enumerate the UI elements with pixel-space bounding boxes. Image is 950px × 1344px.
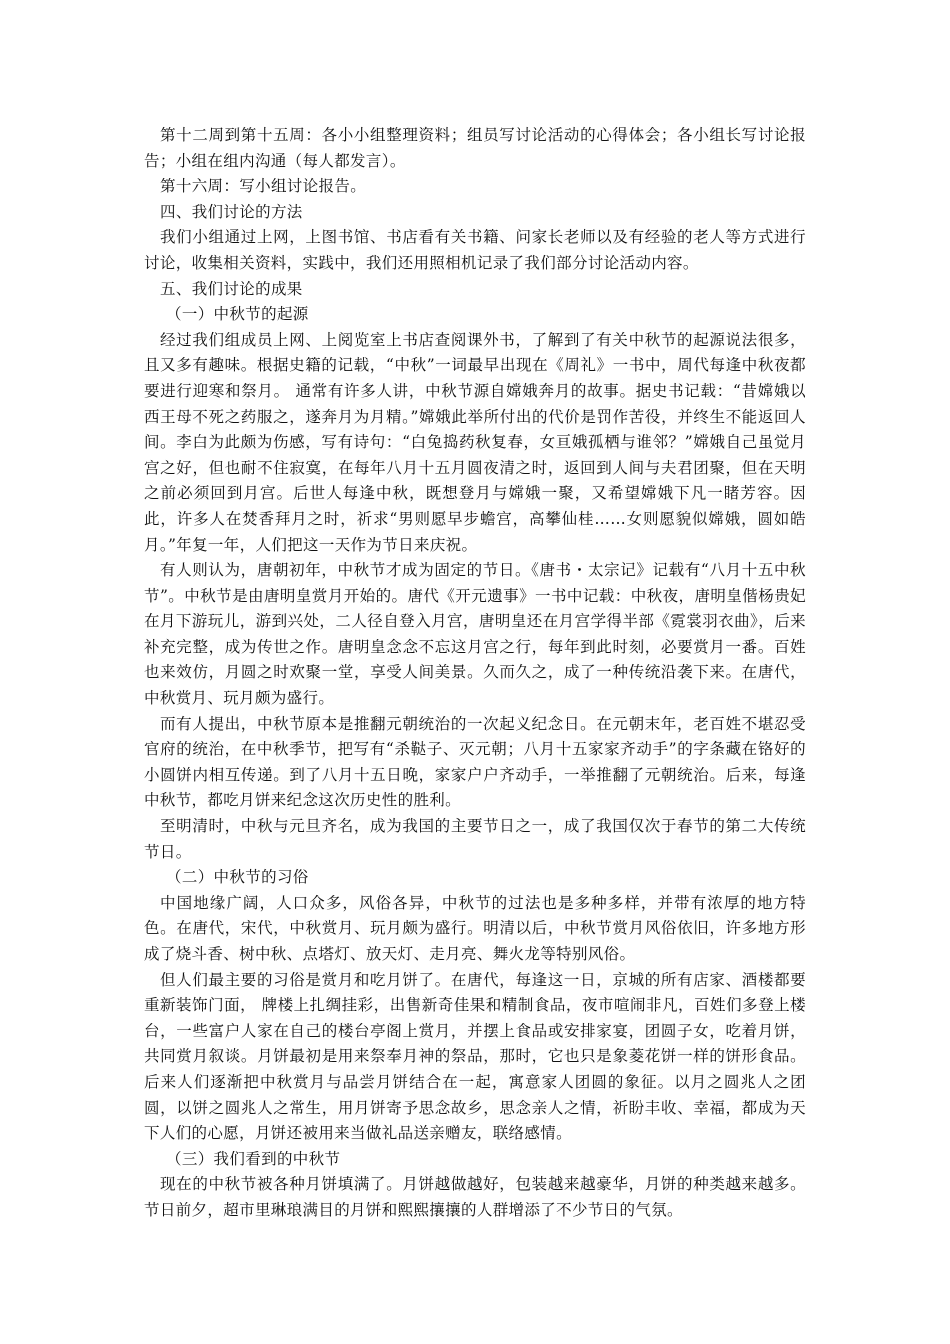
section-heading-results: 五、我们讨论的成果: [160, 279, 303, 298]
paragraph-origin-ming-qing: 至明清时，中秋与元旦齐名，成为我国的主要节日之一，成了我国仅次于春节的第二大传统节日。: [144, 817, 806, 861]
paragraph-customs-mooncake: 但人们最主要的习俗是赏月和吃月饼了。在唐代，每逢这一日，京城的所有店家、酒楼都要重新装饰门面， 牌楼上扎绸挂彩，出售新奇佳果和精制食品，夜市喧闹非凡，百姓们多登上楼台，一些富户人家在自己的楼台亭阁上赏月，并摆上食品或安排家宴，团圆子女，吃着月饼，共同赏月叙谈。月饼最初是用来祭奉月神的祭品，那时，它也只是象菱花饼一样的饼形食品。后来人们逐渐把中秋赏月与品尝月饼结合在一起，寓意家人团圆的象征。以月之圆兆人之团圆，以饼之圆兆人之常生，用月饼寄予思念故乡，思念亲人之情，祈盼丰收、幸福，都成为天下人们的心愿，月饼还被用来当做礼品送亲赠友，联络感情。: [144, 970, 806, 1143]
paragraph-origin-yuan: 而有人提出，中秋节原本是推翻元朝统治的一次起义纪念日。在元朝末年，老百姓不堪忍受官府的统治，在中秋季节，把写有“杀鞑子、灭元朝；八月十五家家齐动手”的字条藏在铬好的小圆饼内相互传递。到了八月十五日晚，家家户户齐动手，一举推翻了元朝统治。后来，每逢中秋节，都吃月饼来纪念这次历史性的胜利。: [144, 714, 806, 810]
paragraph-methods: 我们小组通过上网，上图书馆、书店看有关书籍、问家长老师以及有经验的老人等方式进行讨论，收集相关资料，实践中，我们还用照相机记录了我们部分讨论活动内容。: [144, 228, 806, 272]
paragraph-schedule-week-16: 第十六周：写小组讨论报告。: [160, 177, 367, 196]
paragraph-observed: 现在的中秋节被各种月饼填满了。月饼越做越好，包装越来越豪华，月饼的种类越来越多。节日前夕，超市里琳琅满目的月饼和熙熙攘攘的人群增添了不少节日的气氛。: [144, 1175, 806, 1219]
paragraph-origin-change-e: 经过我们组成员上网、上阅览室上书店查阅课外书，了解到了有关中秋节的起源说法很多，且又多有趣味。根据史籍的记载，“中秋”一词最早出现在《周礼》一书中，周代每逢中秋夜都要进行迎寒和祭月。 通常有许多人讲，中秋节源自嫦娥奔月的故事。据史书记载：“昔嫦娥以西王母不死之药服之，遂奔月为月精。”嫦娥此举所付出的代价是罚作苦役，并终生不能返回人间。李白为此颇为伤感，写有诗句：“白兔捣药秋复春，女亘娥孤栖与谁邻？”嫦娥自己虽觉月宫之好，但也耐不住寂寞，在每年八月十五月圆夜清之时，返回到人间与夫君团聚，但在天明之前必须回到月宫。后世人每逢中秋，既想登月与嫦娥一聚，又希望嫦娥下凡一睹芳容。因此，许多人在焚香拜月之时，祈求“男则愿早步蟾宫，高攀仙桂……女则愿貌似嫦娥，圆如皓月。”年复一年，人们把这一天作为节日来庆祝。: [144, 330, 806, 554]
document-page: [144, 123, 806, 1224]
section-heading-methods: 四、我们讨论的方法: [160, 202, 303, 221]
subsection-heading-observed: （三）我们看到的中秋节: [166, 1149, 341, 1168]
subsection-heading-customs: （二）中秋节的习俗: [166, 868, 309, 887]
subsection-heading-origin: （一）中秋节的起源: [166, 305, 309, 324]
paragraph-schedule-week-12-15: 第十二周到第十五周：各小小组整理资料；组员写讨论活动的心得体会；各小组长写讨论报告；小组在组内沟通（每人都发言）。: [144, 126, 806, 170]
paragraph-origin-tang: 有人则认为，唐朝初年，中秋节才成为固定的节日。《唐书・太宗记》记载有“八月十五中秋节”。中秋节是由唐明皇赏月开始的。唐代《开元遗事》一书中记载：中秋夜，唐明皇偕杨贵妃在月下游玩儿，游到兴处，二人径自登入月宫，唐明皇还在月宫学得半部《霓裳羽衣曲》，后来补充完整，成为传世之作。唐明皇念念不忘这月宫之行，每年到此时刻，必要赏月一番。百姓也来效仿，月圆之时欢聚一堂，享受人间美景。久而久之，成了一种传统沿袭下来。在唐代，中秋赏月、玩月颇为盛行。: [144, 561, 806, 708]
paragraph-customs-regional: 中国地缘广阔，人口众多，风俗各异，中秋节的过法也是多种多样，并带有浓厚的地方特色。在唐代，宋代，中秋赏月、玩月颇为盛行。明清以后，中秋节赏月风俗依旧，许多地方形成了烧斗香、树中秋、点塔灯、放天灯、走月亮、舞火龙等特别风俗。: [144, 893, 806, 963]
